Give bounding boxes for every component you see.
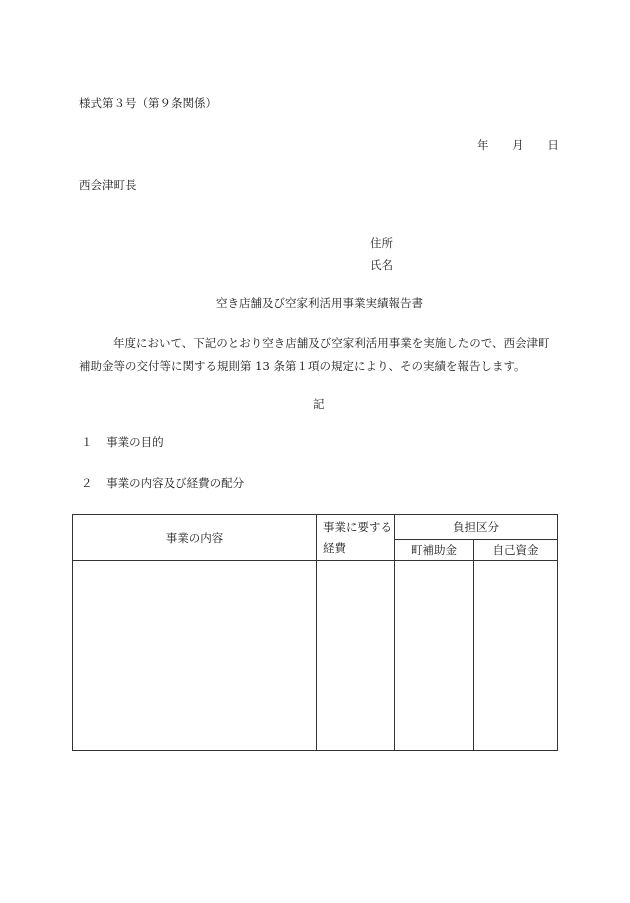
body-paragraph xyxy=(79,332,567,378)
header-burden: 負担区分 xyxy=(395,515,558,540)
cell-cost[interactable] xyxy=(317,561,395,751)
header-self-funds: 自己資金 xyxy=(474,540,558,561)
ki-heading: 記 xyxy=(313,397,325,411)
date-year: 年 xyxy=(477,138,489,152)
date-day: 日 xyxy=(547,138,559,152)
budget-table xyxy=(72,514,558,751)
header-content: 事業の内容 xyxy=(73,515,317,561)
date-month: 月 xyxy=(512,138,524,152)
cell-self-funds[interactable] xyxy=(474,561,558,751)
body-line-1: 年度において、下記のとおり空き店舗及び空家利活用事業を実施したので、西会津町 xyxy=(113,336,550,350)
date-line xyxy=(477,139,559,153)
cell-content[interactable] xyxy=(73,561,317,751)
item-2 xyxy=(81,477,244,491)
item-1 xyxy=(81,436,164,450)
item-1-number: １ xyxy=(81,435,93,449)
address-label: 住所 xyxy=(370,236,393,250)
name-label: 氏名 xyxy=(370,258,393,272)
item-1-label: 事業の目的 xyxy=(106,435,164,449)
item-2-number: ２ xyxy=(81,476,93,490)
header-town-subsidy: 町補助金 xyxy=(395,540,474,561)
addressee: 西会津町長 xyxy=(79,178,137,192)
cell-town-subsidy[interactable] xyxy=(395,561,474,751)
body-line-2: 補助金等の交付等に関する規則第 13 条第１項の規定により、その実績を報告します。 xyxy=(79,359,526,373)
header-cost: 事業に要する経費 xyxy=(317,515,395,561)
document-title: 空き店舗及び空家利活用事業実績報告書 xyxy=(216,296,423,310)
form-number: 様式第３号（第９条関係） xyxy=(79,96,217,110)
item-2-label: 事業の内容及び経費の配分 xyxy=(106,476,245,490)
